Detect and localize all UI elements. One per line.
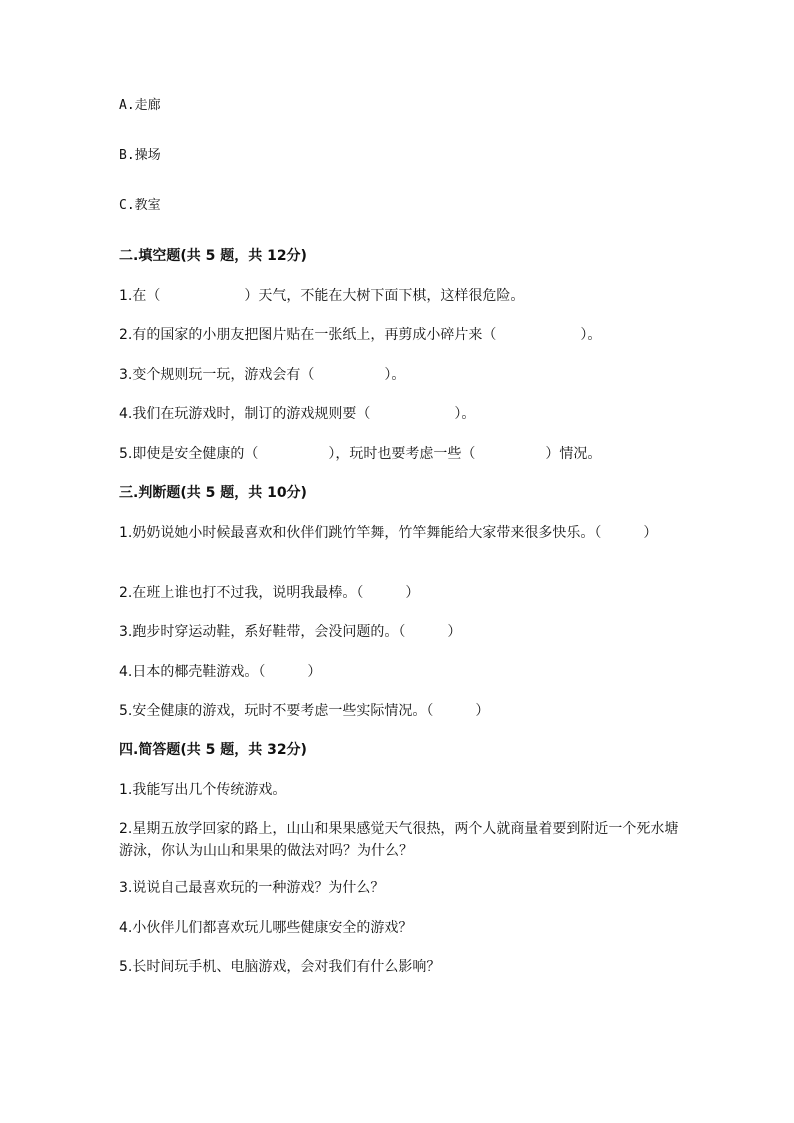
true-false-question-5: 5.安全健康的游戏，玩时不要考虑一些实际情况。（ ） xyxy=(119,703,490,719)
option-c: C.教室 xyxy=(119,198,161,213)
fill-blank-question-3: 3.变个规则玩一玩，游戏会有（ ）。 xyxy=(119,367,406,383)
section-short-answer-title: 四.简答题(共 5 题，共 32分) xyxy=(119,742,307,758)
section-true-false-title: 三.判断题(共 5 题，共 10分) xyxy=(119,485,307,501)
fill-blank-question-5: 5.即使是安全健康的（ ），玩时也要考虑一些（ ）情况。 xyxy=(119,446,602,462)
section-fill-blank-title: 二.填空题(共 5 题，共 12分) xyxy=(119,248,307,264)
short-answer-question-2: 2.星期五放学回家的路上，山山和果果感觉天气很热，两个人就商量着要到附近一个死水塘游泳，你认为山山和果果的做法对吗？为什么？ xyxy=(119,821,679,859)
fill-blank-question-1: 1.在（ ）天气，不能在大树下面下棋，这样很危险。 xyxy=(119,288,525,304)
option-b: B.操场 xyxy=(119,148,161,163)
short-answer-question-1: 1.我能写出几个传统游戏。 xyxy=(119,782,287,798)
true-false-question-3: 3.跑步时穿运动鞋，系好鞋带，会没问题的。（ ） xyxy=(119,624,462,640)
true-false-question-1: 1.奶奶说她小时候最喜欢和伙伴们跳竹竿舞，竹竿舞能给大家带来很多快乐。（ ） xyxy=(119,525,658,541)
short-answer-question-4: 4.小伙伴儿们都喜欢玩儿哪些健康安全的游戏？ xyxy=(119,920,413,936)
option-a: A.走廊 xyxy=(119,98,161,113)
short-answer-question-3: 3.说说自己最喜欢玩的一种游戏？为什么？ xyxy=(119,880,385,896)
true-false-question-2: 2.在班上谁也打不过我，说明我最棒。（ ） xyxy=(119,585,420,601)
short-answer-question-5: 5.长时间玩手机、电脑游戏，会对我们有什么影响？ xyxy=(119,959,441,975)
true-false-question-4: 4.日本的椰壳鞋游戏。（ ） xyxy=(119,664,322,680)
fill-blank-question-4: 4.我们在玩游戏时，制订的游戏规则要（ ）。 xyxy=(119,406,476,422)
fill-blank-question-2: 2.有的国家的小朋友把图片贴在一张纸上，再剪成小碎片来（ ）。 xyxy=(119,327,602,343)
